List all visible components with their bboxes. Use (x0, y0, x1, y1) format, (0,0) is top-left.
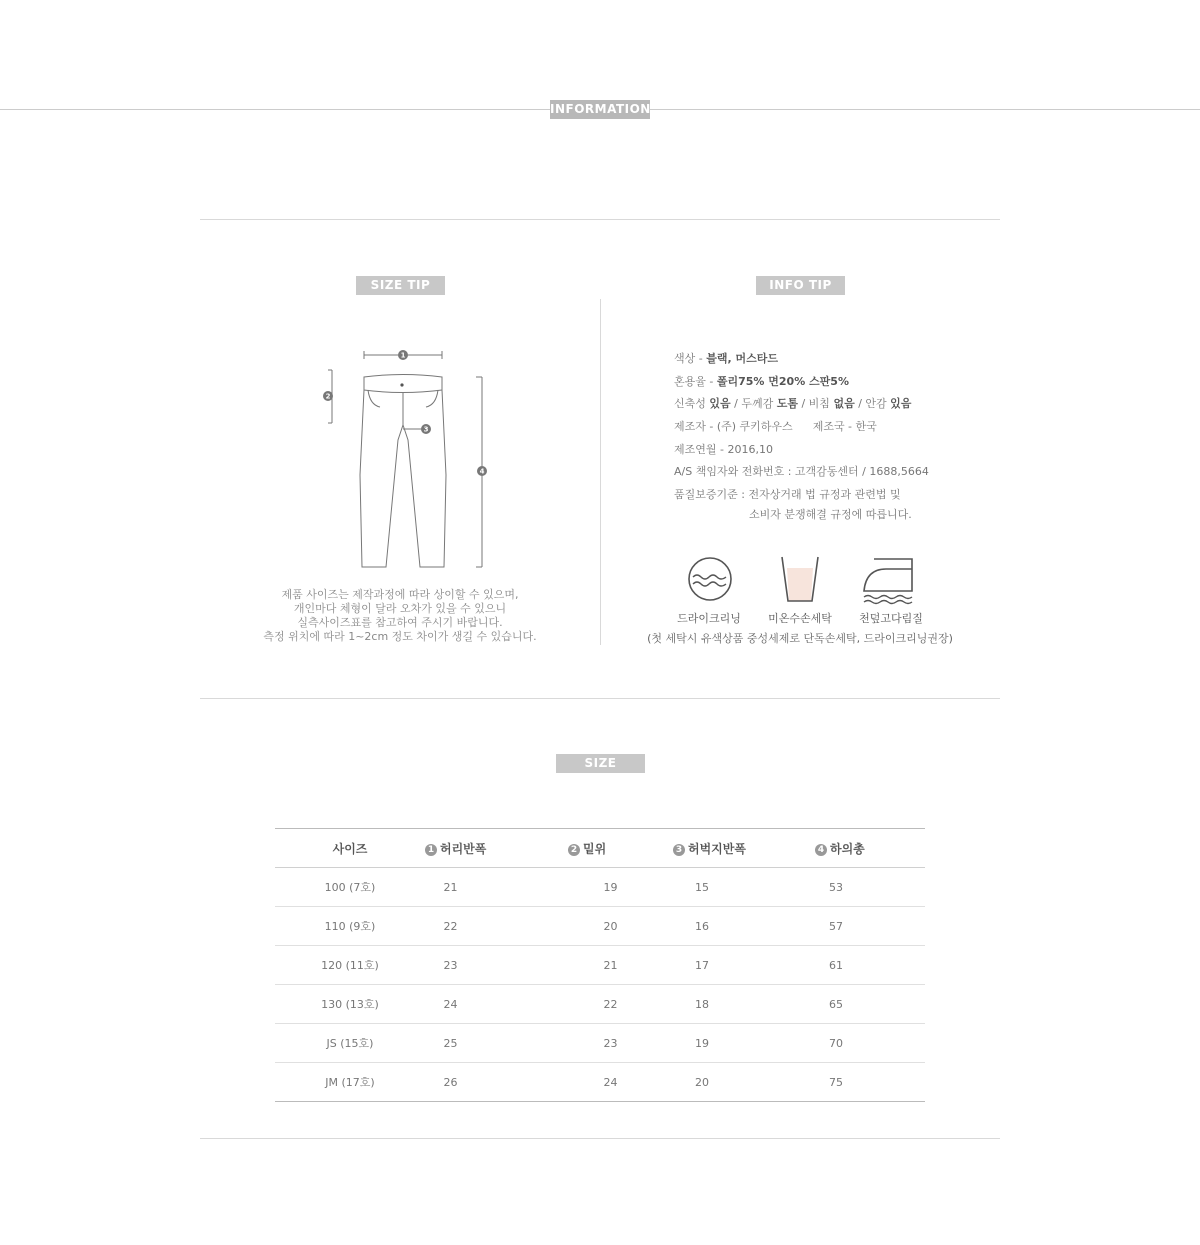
size-value-cell: 15 (631, 868, 773, 907)
info-tip-label: INFO TIP (756, 276, 845, 295)
table-row (275, 985, 925, 1024)
size-note-line: 실측사이즈표를 참고하여 주시기 바랍니다. (297, 616, 503, 629)
size-note-line: 제품 사이즈는 제작과정에 따라 상이할 수 있으며, (281, 588, 519, 601)
size-value-cell: 61 (781, 946, 891, 985)
header-size: 사이즈 (275, 829, 425, 868)
column-divider (600, 299, 601, 645)
size-value-cell: 19 (558, 868, 663, 907)
size-table (275, 828, 925, 1102)
size-value-cell: 16 (631, 907, 773, 946)
as-info: A/S 책임자와 전화번호 : 고객감동센터 / 1688,5664 (674, 465, 929, 478)
size-value-cell: 26 (379, 1063, 522, 1102)
care-label-iron: 천덮고다림질 (859, 612, 923, 625)
size-table-header (275, 829, 925, 868)
size-value-cell: 53 (781, 868, 891, 907)
table-row (275, 868, 925, 907)
size-name-cell: 130 (13호) (275, 985, 425, 1024)
size-name-cell: JM (17호) (275, 1063, 425, 1102)
size-value-cell: 70 (781, 1024, 891, 1063)
size-value-cell: 25 (379, 1024, 522, 1063)
size-value-cell: 22 (379, 907, 522, 946)
section-divider-1 (200, 219, 1000, 220)
color-info: 색상 - 블랙, 머스타드 (674, 352, 778, 365)
care-note: (첫 세탁시 유색상품 중성세제로 단독손세탁, 드라이크리닝권장) (647, 632, 953, 645)
size-tip-label: SIZE TIP (356, 276, 445, 295)
iron-with-cloth-icon (860, 555, 920, 605)
size-value-cell: 65 (781, 985, 891, 1024)
properties-info: 신축성 있음 / 두께감 도톰 / 비침 없음 / 안감 있음 (674, 397, 912, 410)
dry-clean-icon (685, 555, 735, 605)
size-note-line: 측정 위치에 따라 1~2cm 정도 차이가 생길 수 있습니다. (263, 630, 537, 643)
table-row (275, 907, 925, 946)
size-note-line: 개인마다 체형이 달라 오차가 있을 수 있으니 (293, 602, 507, 615)
fabric-info: 혼용율 - 폴리75% 면20% 스판5% (674, 375, 849, 388)
size-value-cell: 22 (558, 985, 663, 1024)
size-value-cell: 57 (781, 907, 891, 946)
header-waist: 1 허리반폭 (425, 829, 568, 868)
size-value-cell: 24 (558, 1063, 663, 1102)
care-label-dry-clean: 드라이크리닝 (677, 612, 741, 625)
size-note (235, 588, 565, 644)
size-value-cell: 17 (631, 946, 773, 985)
size-value-cell: 21 (558, 946, 663, 985)
table-row (275, 1024, 925, 1063)
size-value-cell: 23 (558, 1024, 663, 1063)
maker-info: 제조자 - (주) 쿠키하우스 제조국 - 한국 (674, 420, 877, 433)
size-label: SIZE (556, 754, 645, 773)
date-info: 제조연월 - 2016,10 (674, 443, 773, 456)
marker-4: 4 (479, 467, 485, 476)
size-value-cell: 24 (379, 985, 522, 1024)
quality-info: 품질보증기준 : 전자상거래 법 규정과 관련법 및 (674, 488, 901, 501)
size-value-cell: 18 (631, 985, 773, 1024)
care-label-hand-wash: 미온수손세탁 (768, 612, 832, 625)
quality-info-2: 소비자 분쟁해결 규정에 따릅니다. (749, 508, 912, 521)
marker-1: 1 (400, 351, 406, 360)
size-value-cell: 20 (631, 1063, 773, 1102)
header-thigh: 3 허벅지반폭 (673, 829, 815, 868)
lukewarm-hand-wash-icon (778, 555, 822, 605)
size-value-cell: 75 (781, 1063, 891, 1102)
size-value-cell: 19 (631, 1024, 773, 1063)
size-value-cell: 20 (558, 907, 663, 946)
header-length: 4 하의총 (815, 829, 925, 868)
size-name-cell: 120 (11호) (275, 946, 425, 985)
table-row (275, 1063, 925, 1102)
table-row (275, 946, 925, 985)
information-label: INFORMATION (550, 100, 650, 119)
size-name-cell: JS (15호) (275, 1024, 425, 1063)
bottom-divider (200, 1138, 1000, 1139)
header-rise: 2 밑위 (568, 829, 673, 868)
pants-size-diagram (310, 345, 500, 580)
size-value-cell: 21 (379, 868, 522, 907)
size-name-cell: 110 (9호) (275, 907, 425, 946)
section-divider-2 (200, 698, 1000, 699)
marker-2: 2 (325, 392, 331, 401)
size-value-cell: 23 (379, 946, 522, 985)
marker-3: 3 (423, 425, 429, 434)
size-name-cell: 100 (7호) (275, 868, 425, 907)
